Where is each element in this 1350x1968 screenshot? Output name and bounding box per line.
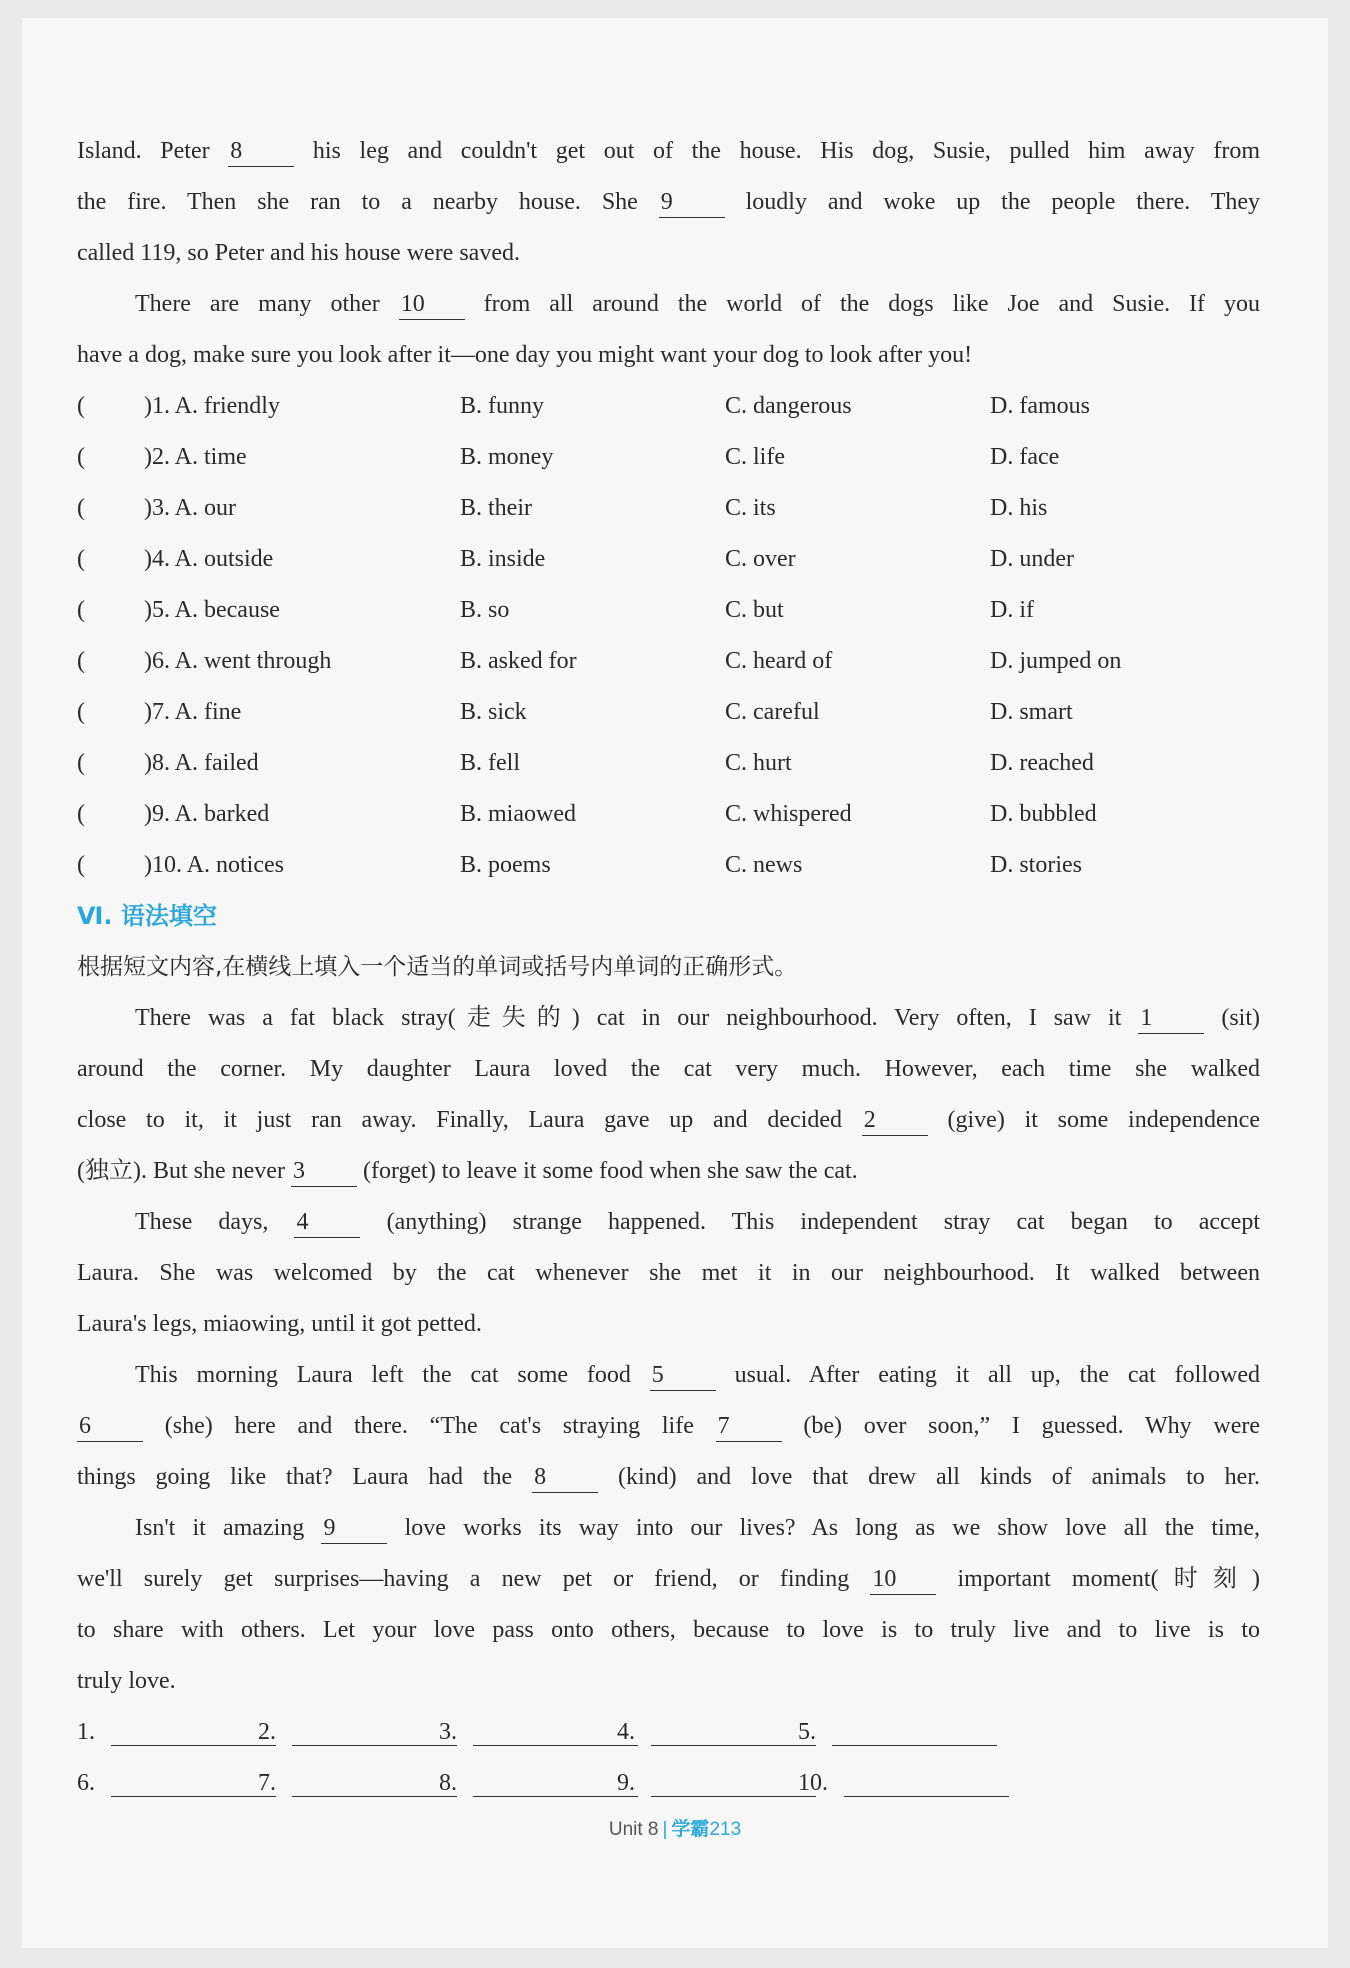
answer-number: 4. xyxy=(617,1719,635,1745)
text-line xyxy=(77,1554,1260,1605)
option-a: )6. A. went through xyxy=(144,648,332,674)
answer-blank[interactable] xyxy=(473,1772,638,1797)
answer-paren[interactable]: ( xyxy=(77,546,85,572)
answer-number: 9. xyxy=(617,1770,635,1796)
option-d: D. if xyxy=(990,597,1034,623)
section-title: Ⅵ. 语法填空 xyxy=(77,902,217,930)
text-segment: have a dog, make sure you look after it—one day you might want your dog to look after you! xyxy=(77,342,973,368)
option-b: B. asked for xyxy=(460,648,577,674)
text-line xyxy=(77,1248,1260,1299)
answer-paren[interactable]: ( xyxy=(77,699,85,725)
text-segment: close to it, it just ran away. Finally, Laura gave up and decided xyxy=(77,1107,862,1133)
answer-blank[interactable]: 3 xyxy=(291,1156,357,1187)
option-row xyxy=(77,381,1260,432)
answer-item xyxy=(798,1707,997,1758)
option-c: C. whispered xyxy=(725,801,852,827)
text-line xyxy=(77,228,1260,279)
text-segment: (kind) and love that drew all kinds of animals to her. xyxy=(598,1464,1260,1490)
answer-number: 2. xyxy=(258,1719,276,1745)
answer-row xyxy=(77,1707,1260,1758)
answer-blank[interactable] xyxy=(473,1721,638,1746)
text-segment: around the corner. My daughter Laura loved the cat very much. However, each time she walked xyxy=(77,1056,1260,1082)
text-line xyxy=(77,1299,1260,1350)
answer-blank[interactable]: 2 xyxy=(862,1105,928,1136)
text-line xyxy=(77,1401,1260,1452)
answer-blank[interactable]: 8 xyxy=(228,136,294,167)
answer-paren[interactable]: ( xyxy=(77,648,85,674)
answer-row xyxy=(77,1758,1260,1809)
answer-blank[interactable] xyxy=(844,1772,1009,1797)
option-c: C. hurt xyxy=(725,750,792,776)
footer-brand: 学霸 xyxy=(671,1819,710,1840)
option-a: )5. A. because xyxy=(144,597,280,623)
text-segment: (give) it some independence xyxy=(927,1107,1260,1133)
option-d: D. his xyxy=(990,495,1048,521)
text-line xyxy=(77,330,1260,381)
text-segment: Laura. She was welcomed by the cat whenever she met it in our neighbourhood. It walked between xyxy=(77,1260,1260,1286)
answer-paren[interactable]: ( xyxy=(77,444,85,470)
option-d: D. stories xyxy=(990,852,1082,878)
text-line xyxy=(77,993,1260,1044)
answer-blank[interactable] xyxy=(292,1772,457,1797)
answer-item xyxy=(617,1758,816,1809)
answer-blank[interactable]: 1 xyxy=(1138,1003,1204,1034)
option-b: B. fell xyxy=(460,750,520,776)
text-segment: (anything) strange happened. This independent stray cat began to accept xyxy=(360,1209,1261,1235)
option-a: )1. A. friendly xyxy=(144,393,280,419)
text-segment: called 119, so Peter and his house were saved. xyxy=(77,240,520,266)
answer-blank[interactable]: 4 xyxy=(294,1207,360,1238)
option-c: C. careful xyxy=(725,699,820,725)
answer-blank[interactable]: 10 xyxy=(399,289,465,320)
answer-blank[interactable]: 10 xyxy=(870,1564,936,1595)
option-b: B. inside xyxy=(460,546,546,572)
text-segment: These days, xyxy=(135,1209,295,1235)
option-a: )9. A. barked xyxy=(144,801,270,827)
text-segment: (sit) xyxy=(1204,1005,1260,1031)
text-segment: love works its way into our lives? As long as we show love all the time, xyxy=(387,1515,1261,1541)
option-c: C. over xyxy=(725,546,796,572)
text-line xyxy=(77,1503,1260,1554)
answer-paren[interactable]: ( xyxy=(77,852,85,878)
answer-number: 1. xyxy=(77,1719,95,1745)
option-row xyxy=(77,738,1260,789)
option-c: C. dangerous xyxy=(725,393,852,419)
answer-item xyxy=(439,1707,638,1758)
answer-blank[interactable]: 6 xyxy=(77,1411,143,1442)
answer-item xyxy=(798,1758,1009,1809)
text-segment: from all around the world of the dogs like Joe and Susie. If you xyxy=(464,291,1260,317)
answer-item xyxy=(77,1707,276,1758)
text-segment: important moment(时刻) xyxy=(936,1566,1260,1592)
text-line xyxy=(77,126,1260,177)
text-segment: This morning Laura left the cat some food xyxy=(135,1362,650,1388)
option-c: C. its xyxy=(725,495,776,521)
text-segment: Laura's legs, miaowing, until it got petted. xyxy=(77,1311,482,1337)
answer-item xyxy=(258,1707,457,1758)
option-row xyxy=(77,585,1260,636)
answer-number: 8. xyxy=(439,1770,457,1796)
answer-number: 6. xyxy=(77,1770,95,1796)
answer-number: 7. xyxy=(258,1770,276,1796)
answer-item xyxy=(439,1758,638,1809)
text-segment: (独立). But she never xyxy=(77,1158,291,1184)
answer-paren[interactable]: ( xyxy=(77,597,85,623)
cloze-passage-end xyxy=(77,126,1260,381)
answer-item xyxy=(77,1758,276,1809)
option-row xyxy=(77,789,1260,840)
option-a: )4. A. outside xyxy=(144,546,274,572)
option-b: B. poems xyxy=(460,852,551,878)
grammar-passage xyxy=(77,993,1260,1707)
answer-number: 5. xyxy=(798,1719,816,1745)
option-row xyxy=(77,840,1260,891)
option-b: B. funny xyxy=(460,393,544,419)
text-segment: (forget) to leave it some food when she saw the cat. xyxy=(356,1158,858,1184)
answer-blank[interactable]: 8 xyxy=(532,1462,598,1493)
option-b: B. miaowed xyxy=(460,801,576,827)
option-b: B. so xyxy=(460,597,510,623)
answer-blank[interactable] xyxy=(651,1772,816,1797)
footer-unit: Unit 8 xyxy=(608,1819,659,1840)
option-d: D. bubbled xyxy=(990,801,1097,827)
option-d: D. jumped on xyxy=(990,648,1122,674)
answer-paren[interactable]: ( xyxy=(77,393,85,419)
text-segment: There are many other xyxy=(135,291,399,317)
page-number: 213 xyxy=(709,1819,742,1840)
option-row xyxy=(77,483,1260,534)
text-segment: (she) here and there. “The cat's straying life xyxy=(143,1413,716,1439)
option-d: D. famous xyxy=(990,393,1090,419)
option-a: )2. A. time xyxy=(144,444,247,470)
option-d: D. smart xyxy=(990,699,1073,725)
answer-blank[interactable]: 9 xyxy=(321,1513,387,1544)
text-segment: usual. After eating it all up, the cat followed xyxy=(715,1362,1260,1388)
text-segment: things going like that? Laura had the xyxy=(77,1464,533,1490)
answer-item xyxy=(617,1707,816,1758)
text-segment: to share with others. Let your love pass onto others, because to love is to truly live and to live is to xyxy=(77,1617,1260,1643)
answer-blank[interactable] xyxy=(651,1721,816,1746)
text-segment: his leg and couldn't get out of the house. His dog, Susie, pulled him away from xyxy=(294,138,1261,164)
text-segment: Isn't it amazing xyxy=(135,1515,322,1541)
text-segment: the fire. Then she ran to a nearby house. She xyxy=(77,189,659,215)
option-b: B. sick xyxy=(460,699,527,725)
answer-blank[interactable]: 9 xyxy=(659,187,725,218)
worksheet-content xyxy=(77,126,1260,1809)
option-a: )10. A. notices xyxy=(144,852,284,878)
option-row xyxy=(77,636,1260,687)
text-line xyxy=(77,177,1260,228)
answer-blank[interactable]: 7 xyxy=(716,1411,782,1442)
option-a: )7. A. fine xyxy=(144,699,242,725)
answer-lines xyxy=(77,1707,1260,1809)
option-a: )8. A. failed xyxy=(144,750,259,776)
option-d: D. face xyxy=(990,444,1060,470)
answer-number: 10. xyxy=(798,1770,828,1796)
answer-blank[interactable] xyxy=(111,1721,276,1746)
option-c: C. life xyxy=(725,444,785,470)
text-segment: Island. Peter xyxy=(77,138,229,164)
option-d: D. under xyxy=(990,546,1074,572)
text-line xyxy=(77,279,1260,330)
text-segment: loudly and woke up the people there. They xyxy=(724,189,1261,215)
option-c: C. but xyxy=(725,597,784,623)
answer-number: 3. xyxy=(439,1719,457,1745)
section-instruction: 根据短文内容,在横线上填入一个适当的单词或括号内单词的正确形式。 xyxy=(77,954,798,980)
text-segment: There was a fat black stray(走失的) cat in our neighbourhood. Very often, I saw it xyxy=(135,1005,1139,1031)
text-line xyxy=(77,1656,1260,1707)
answer-blank[interactable] xyxy=(111,1772,276,1797)
text-segment: truly love. xyxy=(77,1668,176,1694)
text-segment: (be) over soon,” I guessed. Why were xyxy=(781,1413,1260,1439)
option-c: C. heard of xyxy=(725,648,833,674)
answer-blank[interactable] xyxy=(832,1721,997,1746)
answer-paren[interactable]: ( xyxy=(77,495,85,521)
text-line xyxy=(77,1095,1260,1146)
option-b: B. their xyxy=(460,495,532,521)
answer-blank[interactable]: 5 xyxy=(650,1360,716,1391)
cloze-options xyxy=(77,381,1260,891)
option-row xyxy=(77,534,1260,585)
option-b: B. money xyxy=(460,444,554,470)
text-line xyxy=(77,1350,1260,1401)
page-footer: Unit 8 | 学霸213 xyxy=(608,1819,742,1840)
option-a: )3. A. our xyxy=(144,495,236,521)
answer-blank[interactable] xyxy=(292,1721,457,1746)
text-line xyxy=(77,1146,1260,1197)
text-segment: we'll surely get surprises—having a new pet or friend, or finding xyxy=(77,1566,871,1592)
answer-paren[interactable]: ( xyxy=(77,750,85,776)
text-line xyxy=(77,1197,1260,1248)
text-line xyxy=(77,1044,1260,1095)
option-d: D. reached xyxy=(990,750,1094,776)
answer-paren[interactable]: ( xyxy=(77,801,85,827)
answer-item xyxy=(258,1758,457,1809)
option-c: C. news xyxy=(725,852,803,878)
option-row xyxy=(77,432,1260,483)
text-line xyxy=(77,1452,1260,1503)
option-row xyxy=(77,687,1260,738)
text-line xyxy=(77,1605,1260,1656)
